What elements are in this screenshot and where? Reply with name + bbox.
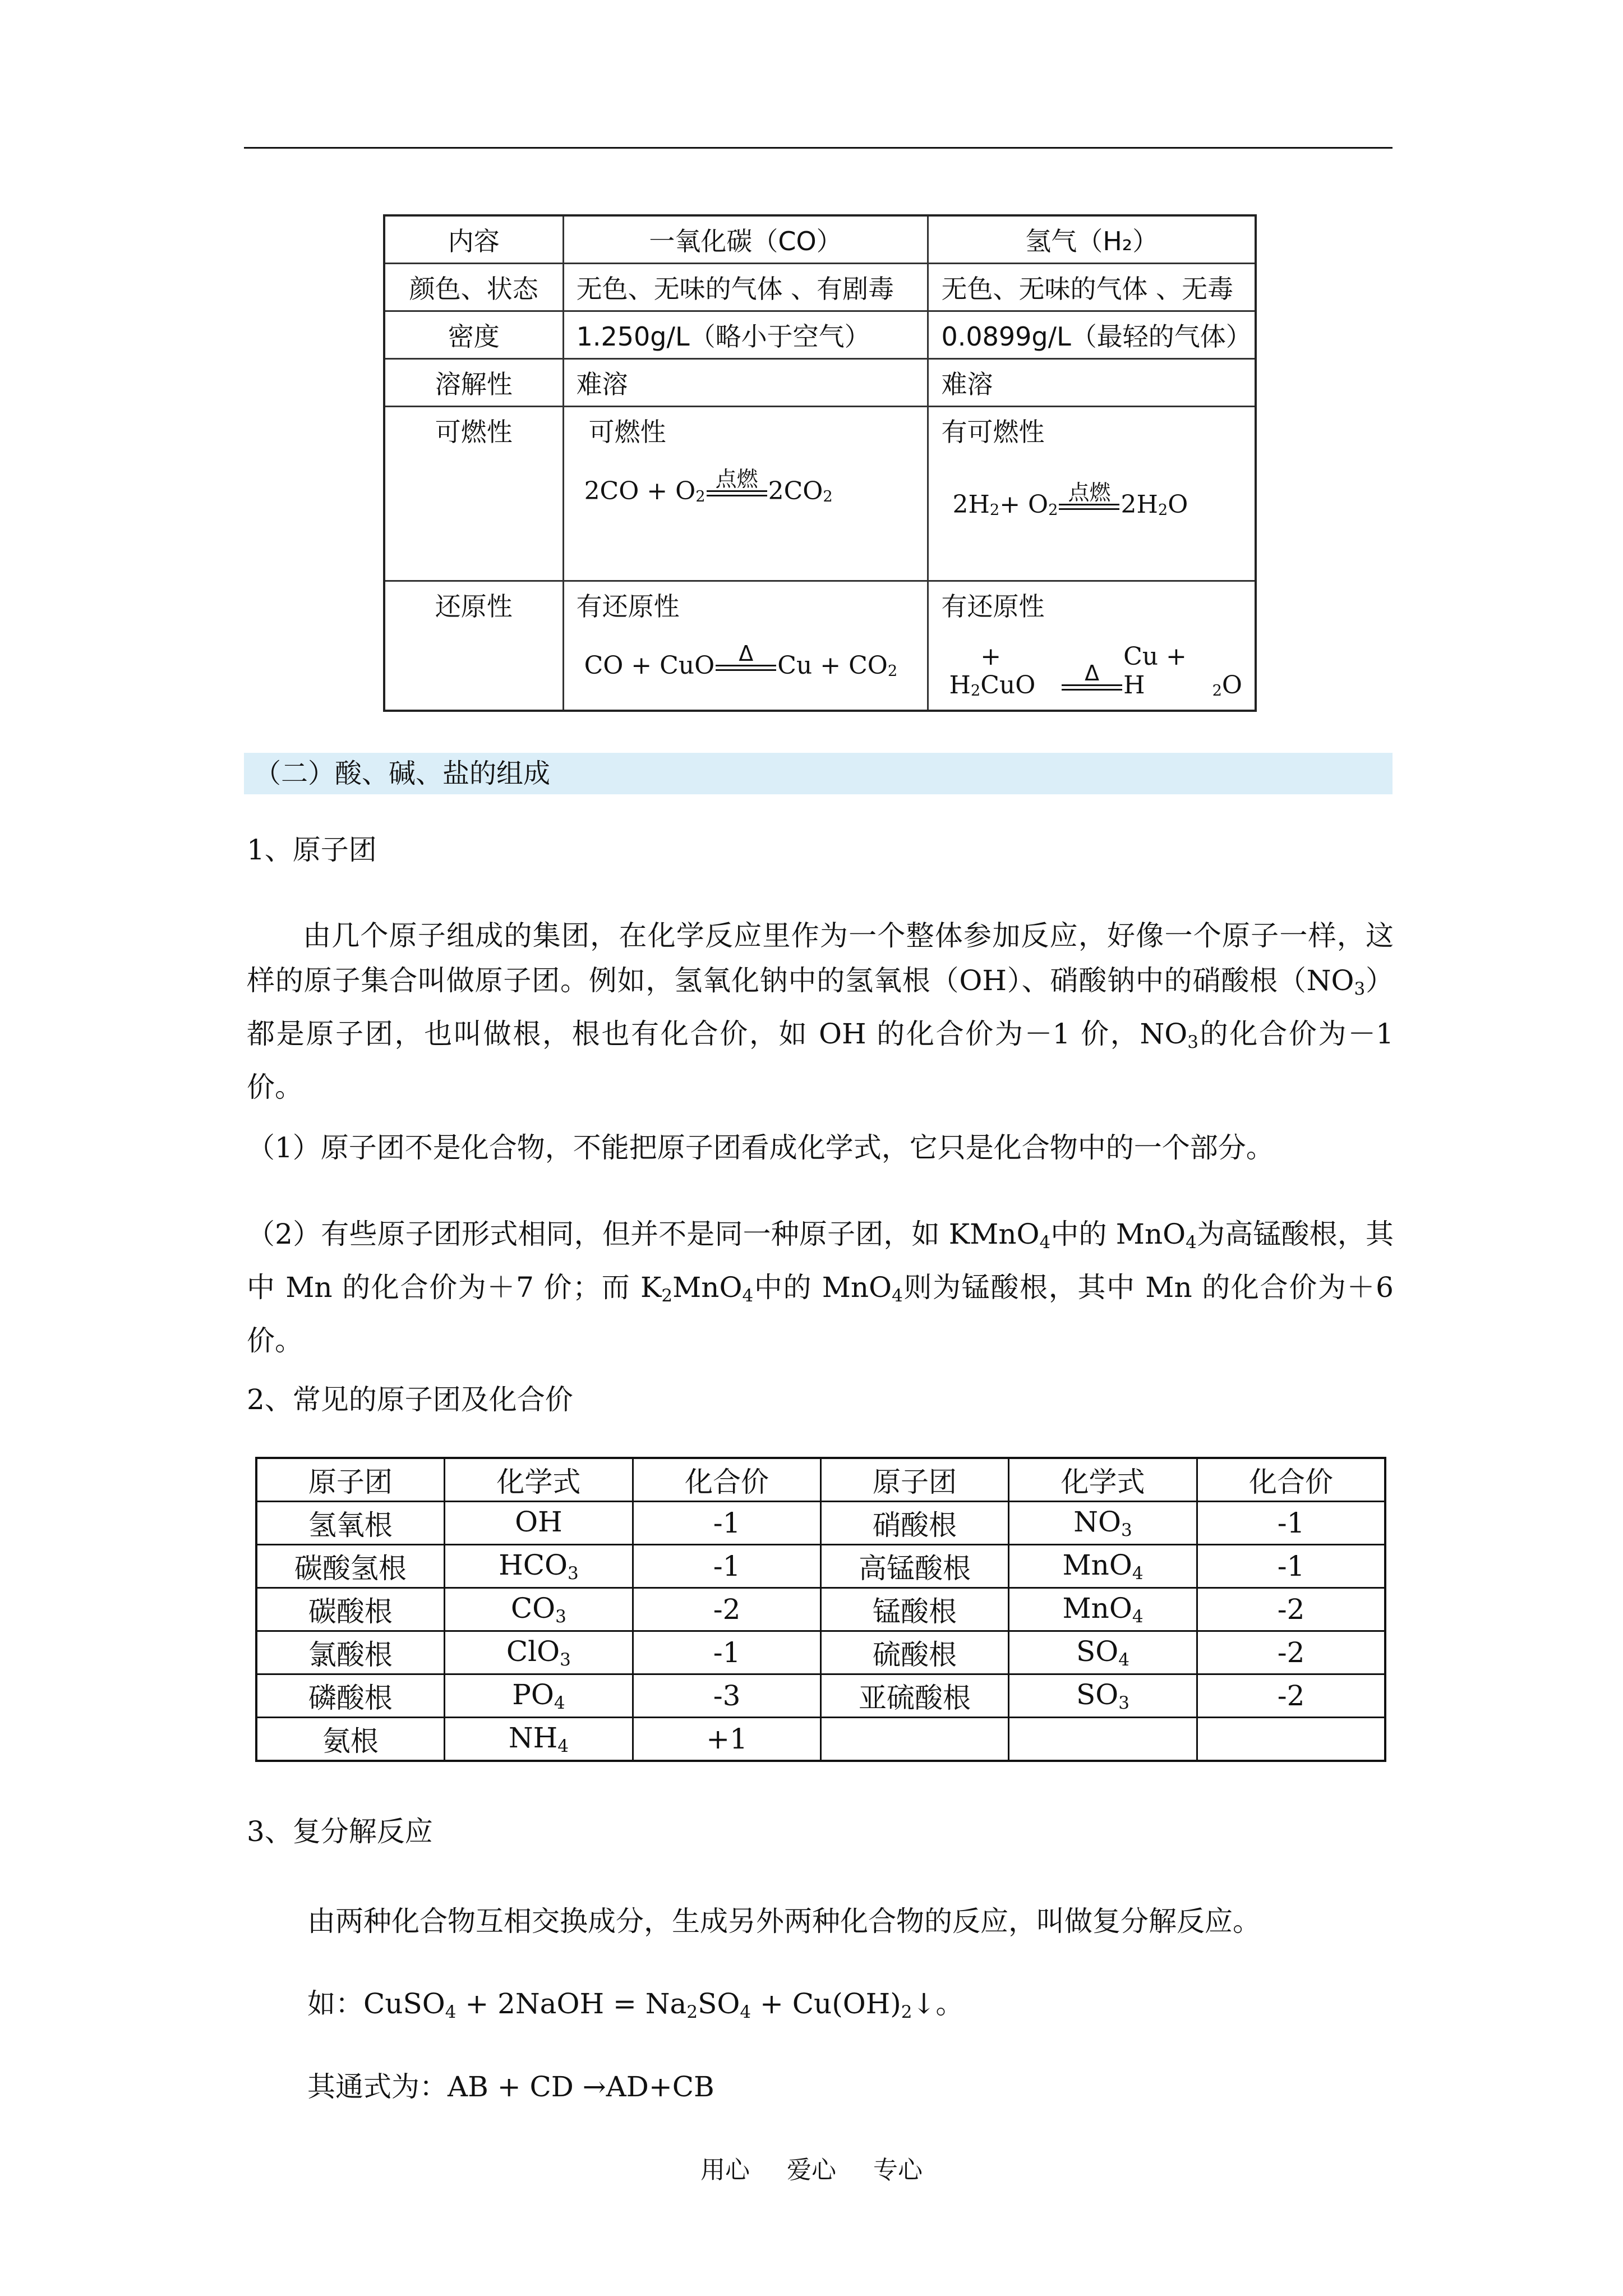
co-cell: 难溶 [563, 359, 928, 407]
table-cell [1197, 1718, 1385, 1761]
subscript: 4 [1118, 1649, 1130, 1670]
table-cell [256, 1631, 444, 1674]
reaction-arrow [716, 642, 776, 680]
table-row [256, 1545, 1385, 1588]
reaction-condition: 点燃 [1068, 480, 1111, 505]
co-h2-comparison-table [383, 214, 1257, 712]
table-row [256, 1458, 1385, 1502]
text-run: ↓。 [912, 1987, 964, 2020]
subscript: 3 [1187, 1032, 1198, 1052]
cell-text: -2 [1277, 1593, 1305, 1626]
co-cell: 无色、无味的气体 、有剧毒 [563, 264, 928, 311]
subscript: 4 [557, 1736, 569, 1756]
row-label: 密度 [384, 311, 563, 359]
subscript: 4 [742, 1285, 754, 1306]
table-cell [1197, 1588, 1385, 1631]
table-cell [1008, 1502, 1197, 1545]
table-row [256, 1718, 1385, 1761]
subscript: 2 [1212, 682, 1222, 700]
text-run: MnO [672, 1271, 743, 1304]
table-cell [256, 1502, 444, 1545]
row-label: 可燃性 [384, 407, 563, 581]
heading-double-decomposition: 3、复分解反应 [247, 1815, 433, 1848]
table-cell [821, 1631, 1009, 1674]
table-cell [1197, 1545, 1385, 1588]
footer-text: 爱心 [787, 2156, 836, 2184]
heading-atomic-group: 1、原子团 [247, 834, 377, 866]
table-cell [256, 1588, 444, 1631]
cell-text: +1 [706, 1723, 748, 1755]
subscript: 4 [445, 2001, 457, 2022]
section-title: （二）酸、碱、盐的组成 [244, 753, 1393, 794]
table-cell [444, 1588, 633, 1631]
header-cell: 化合价 [1197, 1458, 1385, 1502]
table-cell [633, 1588, 820, 1631]
cell-text: NH [508, 1722, 558, 1755]
cell-text: -2 [1277, 1636, 1305, 1669]
equation-text: O [1168, 490, 1188, 519]
co-combustion-equation [584, 468, 915, 505]
subscript: 2 [1158, 501, 1168, 519]
cell-text: -2 [713, 1593, 741, 1626]
table-cell [821, 1674, 1009, 1718]
header-cell: 化合价 [633, 1458, 820, 1502]
cell-text: NO [1073, 1506, 1122, 1539]
page-footer [0, 2150, 1623, 2185]
cell-text: 硫酸根 [873, 1639, 957, 1671]
table-row [384, 311, 1256, 359]
text-run: 中的 MnO [1050, 1218, 1186, 1250]
subscript: 2 [887, 662, 898, 680]
text-run: ）都是原子团，也叫做根，根也有化合价，如 OH 的化合价为－1 价，NO [247, 964, 1394, 1050]
co-reducibility-text: 有还原性 [576, 591, 680, 622]
h2-reducibility-text: 有还原性 [941, 591, 1045, 622]
subscript: 2 [823, 488, 833, 505]
cell-text: 氨根 [322, 1725, 379, 1757]
table-row [384, 264, 1256, 311]
cell-text: 高锰酸根 [859, 1552, 971, 1585]
co-cell [563, 407, 928, 581]
cell-text: OH [515, 1506, 562, 1539]
table-cell [444, 1545, 633, 1588]
row-label: 颜色、状态 [384, 264, 563, 311]
equation-text: 2CO + O [584, 477, 696, 505]
definition-double-decomposition: 由两种化合物互相交换成分，生成另外两种化合物的反应，叫做复分解反应。 [307, 1905, 1261, 1938]
equation-text: 2H [952, 490, 990, 519]
h2-combustion-equation [952, 481, 1242, 519]
subscript: 3 [1118, 1692, 1130, 1713]
cell-text: 氯酸根 [308, 1639, 393, 1671]
header-rule [244, 147, 1393, 149]
table-row [256, 1502, 1385, 1545]
cell-text: -1 [713, 1550, 741, 1582]
cell-text: -1 [1277, 1507, 1305, 1539]
row-label: 还原性 [384, 581, 563, 711]
reaction-arrow [1062, 662, 1122, 700]
cell-text: 氢氧根 [308, 1509, 393, 1542]
subscript: 3 [555, 1606, 566, 1627]
subscript: 4 [1039, 1232, 1051, 1253]
cell-text: MnO [1062, 1592, 1132, 1625]
header-cell: 原子团 [821, 1458, 1009, 1502]
subscript: 2 [1048, 501, 1058, 519]
header-cell: 内容 [384, 215, 563, 264]
cell-text: -1 [713, 1636, 741, 1669]
table-row [256, 1588, 1385, 1631]
cell-text: 碳酸氢根 [294, 1552, 407, 1585]
table-cell [821, 1545, 1009, 1588]
footer-text: 专心 [873, 2156, 923, 2184]
table-cell [256, 1674, 444, 1718]
table-row [256, 1674, 1385, 1718]
table-cell [1197, 1502, 1385, 1545]
text-run: （2）有些原子团形式相同，但并不是同一种原子团，如 KMnO [247, 1218, 1040, 1250]
subscript: 3 [1121, 1520, 1132, 1540]
equation-text: + O [999, 490, 1049, 519]
subscript: 4 [740, 2001, 751, 2022]
subscript: 3 [1354, 978, 1366, 999]
note-2 [247, 1212, 1394, 1363]
text-run: + 2NaOH = Na [456, 1987, 687, 2020]
cell-text: SO [1076, 1635, 1119, 1668]
equation-text: Cu + CO [777, 651, 888, 680]
h2-cell: 0.0899g/L（最轻的气体） [928, 311, 1256, 359]
note-1: （1）原子团不是化合物，不能把原子团看成化学式，它只是化合物中的一个部分。 [247, 1131, 1274, 1164]
table-cell [1197, 1674, 1385, 1718]
h2-combustibility-text: 有可燃性 [941, 417, 1045, 447]
cell-text: PO [512, 1678, 554, 1711]
equation-text: Cu + H [1123, 642, 1187, 700]
text-run: 的化合价为－1 价。 [247, 1017, 1394, 1103]
co-cell [563, 581, 928, 711]
cell-text: 亚硫酸根 [859, 1682, 971, 1714]
table-cell [633, 1545, 820, 1588]
cell-text: 硝酸根 [873, 1509, 957, 1542]
equation-text: O [1221, 671, 1242, 700]
equation-text: CO + CuO [584, 651, 715, 680]
paragraph-atomic-group-definition [247, 913, 1394, 1110]
table-cell [633, 1718, 820, 1761]
h2-cell [928, 407, 1256, 581]
subscript: 2 [661, 1285, 673, 1306]
header-cell: 化学式 [1008, 1458, 1197, 1502]
cell-text: HCO [499, 1549, 568, 1582]
row-label: 溶解性 [384, 359, 563, 407]
table-cell [821, 1502, 1009, 1545]
subscript: 4 [892, 1285, 903, 1306]
table-row [384, 407, 1256, 581]
subscript: 2 [989, 501, 1000, 519]
header-cell: 氢气（H₂） [928, 215, 1256, 264]
reaction-arrow [707, 468, 767, 505]
header-cell: 化学式 [444, 1458, 633, 1502]
table-row [384, 359, 1256, 407]
reaction-arrow [1059, 481, 1119, 519]
cell-text: -1 [1277, 1550, 1305, 1582]
table-cell [1197, 1631, 1385, 1674]
cell-text: 磷酸根 [308, 1682, 393, 1714]
h2-reduction-equation [949, 642, 1242, 700]
table-cell [444, 1718, 633, 1761]
equation-text: H [949, 671, 971, 700]
reaction-condition: 点燃 [715, 467, 758, 491]
example-equation [307, 1981, 963, 2035]
text-run: 中的 MnO [753, 1271, 892, 1304]
table-cell [633, 1674, 820, 1718]
header-cell: 一氧化碳（CO） [563, 215, 928, 264]
table-cell [1008, 1631, 1197, 1674]
text-run: 为高锰酸根，其中 Mn 的化合价为＋7 价；而 K [247, 1218, 1394, 1304]
text-run: + Cu(OH) [751, 1987, 901, 2020]
table-cell [633, 1631, 820, 1674]
subscript: 4 [1186, 1232, 1197, 1253]
equation-text: + CuO [980, 642, 1036, 700]
cell-text: -3 [713, 1680, 741, 1712]
text-run: SO [698, 1987, 740, 2020]
table-row [384, 215, 1256, 264]
co-combustibility-text: 可燃性 [588, 417, 666, 447]
cell-text: ClO [506, 1635, 560, 1668]
general-formula: 其通式为：AB + CD →AD+CB [307, 2070, 714, 2103]
table-cell [1008, 1718, 1197, 1761]
equation-text: 2CO [768, 477, 823, 505]
table-row [384, 581, 1256, 711]
subscript: 4 [1132, 1563, 1144, 1584]
cell-text: MnO [1062, 1549, 1132, 1582]
reaction-condition: Δ [1085, 661, 1100, 685]
cell-text: -1 [713, 1507, 741, 1539]
table-cell [1008, 1545, 1197, 1588]
co-reduction-equation [584, 642, 915, 680]
subscript: 4 [554, 1692, 565, 1713]
equation-text: 2H [1121, 490, 1158, 519]
text-run: 则为锰酸根，其中 Mn 的化合价为＋6 价。 [247, 1271, 1394, 1357]
table-cell [444, 1631, 633, 1674]
table-cell [821, 1718, 1009, 1761]
table-cell [821, 1588, 1009, 1631]
table-cell [633, 1502, 820, 1545]
cell-text: 锰酸根 [873, 1595, 957, 1628]
table-cell [1008, 1674, 1197, 1718]
h2-cell [928, 581, 1256, 711]
table-cell [444, 1674, 633, 1718]
subscript: 2 [970, 682, 981, 700]
h2-cell: 难溶 [928, 359, 1256, 407]
h2-cell: 无色、无味的气体 、无毒 [928, 264, 1256, 311]
text-run: 如：CuSO [307, 1987, 445, 2020]
cell-text: -2 [1277, 1680, 1305, 1712]
table-cell [1008, 1588, 1197, 1631]
heading-common-groups: 2、常见的原子团及化合价 [247, 1383, 573, 1416]
cell-text: 碳酸根 [308, 1595, 393, 1628]
table-cell [256, 1718, 444, 1761]
header-cell: 原子团 [256, 1458, 444, 1502]
subscript: 3 [567, 1563, 579, 1584]
subscript: 2 [686, 2001, 698, 2022]
subscript: 2 [695, 488, 706, 505]
cell-text: SO [1076, 1678, 1119, 1711]
table-row [256, 1631, 1385, 1674]
subscript: 4 [1132, 1606, 1144, 1627]
reaction-condition: Δ [739, 641, 754, 666]
table-cell [444, 1502, 633, 1545]
subscript: 3 [560, 1649, 571, 1670]
atomic-group-valence-table [255, 1457, 1386, 1762]
footer-text: 用心 [700, 2156, 750, 2184]
subscript: 2 [901, 2001, 912, 2022]
cell-text: CO [510, 1592, 556, 1625]
table-cell [256, 1545, 444, 1588]
co-cell: 1.250g/L（略小于空气） [563, 311, 928, 359]
text-run: 由几个原子组成的集团，在化学反应里作为一个整体参加反应，好像一个原子一样，这样的原子集合叫做原子团。例如，氢氧化钠中的氢氧根（OH）、硝酸钠中的硝酸根（NO [247, 919, 1394, 997]
